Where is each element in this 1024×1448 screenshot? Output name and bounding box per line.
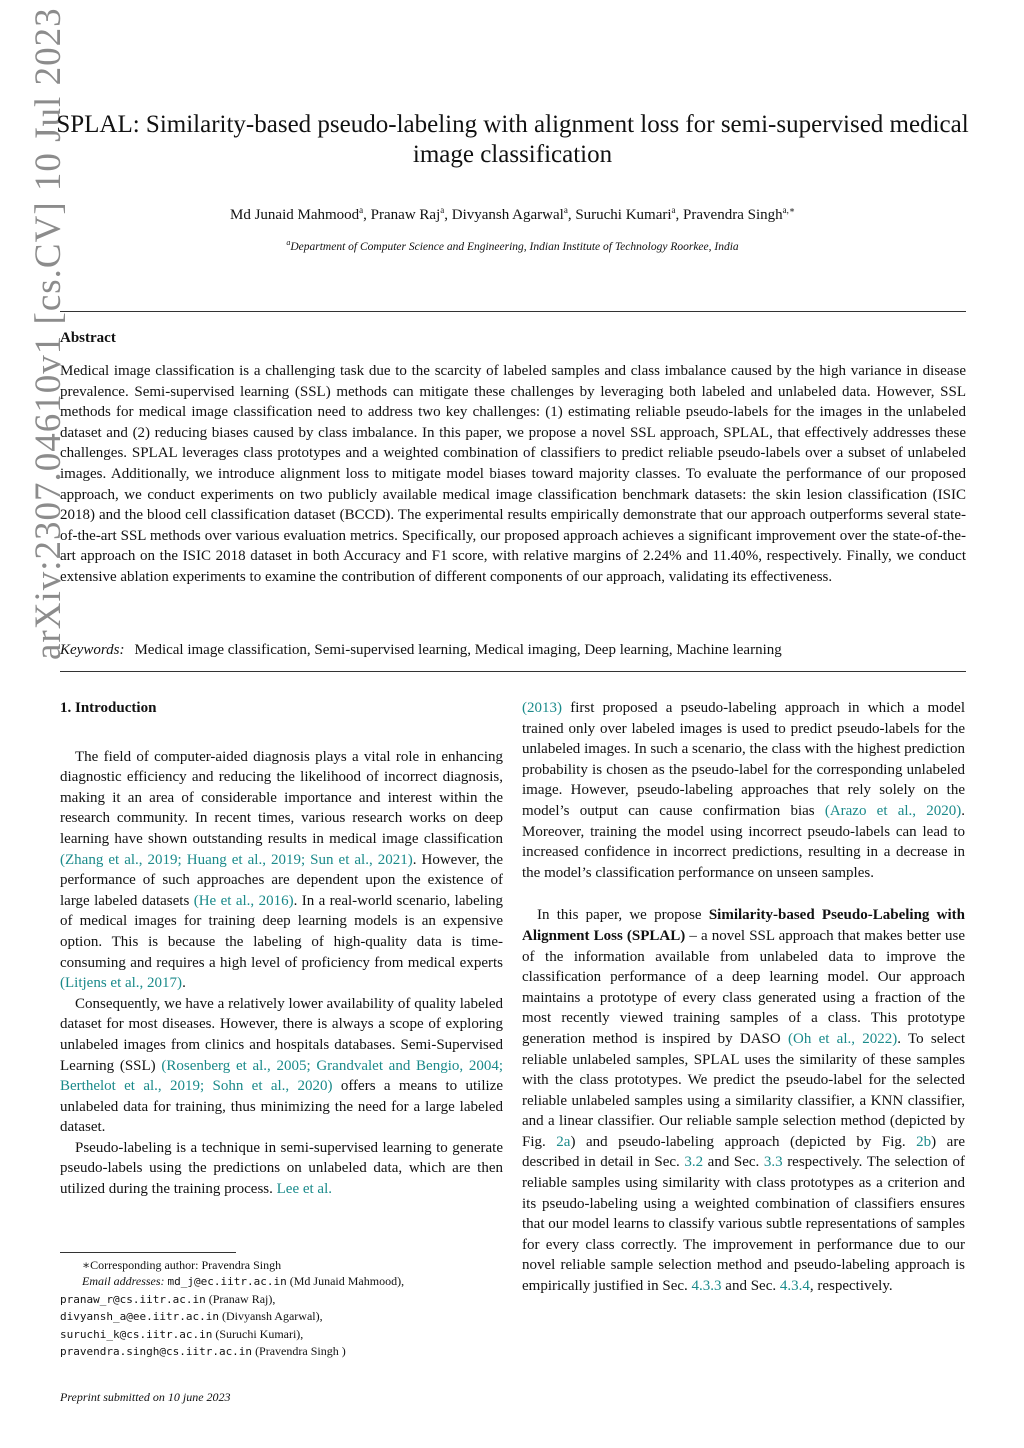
intro-paragraph-5: In this paper, we propose Similarity-based Pseudo-Labeling with Alignment Loss (SPLAL) – a novel SSL approach that makes better use of the information available from unlabeled data to improve the classification performance of a deep learning model. Our approach maintains a prototype of every class generated using a fraction of the most recently viewed training samples of a class. This prototype generation method is inspired by DASO (Oh et al., 2022). To select reliable unlabeled samples, SPLAL uses the similarity of these samples with the class prototypes. We predict the pseudo-label for the selected reliable unlabeled samples using a similarity classifier, a KNN classifier, and a linear classifier. Our reliable sample selection method (depicted by Fig. 2a) and pseudo-labeling approach (depicted by Fig. 2b) are described in detail in Sec. 3.2 and Sec. 3.3 respectively. The selection of reliable samples using similarity with class prototypes as a criterion and its pseudo-labeling using a weighted combination of classifiers ensures that our model learns to classify various subtle representations of samples for every class correctly. The improvement in performance due to our novel reliable sample selection method and pseudo-labeling approach is empirically justified in Sec. 4.3.3 and Sec. 4.3.4, respectively. — [522, 907, 966, 1295]
email-link[interactable]: pranaw_r@cs.iitr.ac.in — [60, 1292, 206, 1306]
email-link[interactable]: md_j@ec.iitr.ac.in — [167, 1275, 287, 1289]
figure-link[interactable]: 2a — [556, 1133, 571, 1150]
abstract-heading: Abstract — [60, 330, 116, 346]
right-column — [522, 698, 965, 1297]
email-link[interactable]: suruchi_k@cs.iitr.ac.in — [60, 1327, 213, 1341]
intro-paragraph-3: Pseudo-labeling is a technique in semi-supervised learning to generate pseudo-labels using the predictions on unlabeled data, which are then utilized during the training process. Lee et al. — [60, 1139, 503, 1198]
section-link[interactable]: 4.3.4 — [779, 1278, 810, 1295]
section-link[interactable]: 3.2 — [684, 1154, 704, 1171]
intro-paragraph-2: Consequently, we have a relatively lower availability of quality labeled dataset for most diseases. However, there is always a scope of exploring unlabeled images from clinics and hospitals databases. Semi-Supervised Learning (SSL) (Rosenberg et al., 2005; Grandvalet and Bengio, 2004; Berthelot et al., 2019; Sohn et al., 2020) offers a means to utilize unlabeled data for training, thus minimizing the need for a large labeled dataset. — [60, 995, 504, 1136]
corresponding-author-note: ∗Corresponding author: Pravendra Singh — [82, 1258, 282, 1272]
citation-link[interactable]: (2013) — [522, 700, 562, 716]
keywords-label: Keywords: — [60, 642, 125, 658]
left-column — [60, 698, 503, 1200]
author: Divyansh Agarwal$^a$ — [451, 205, 568, 223]
citation-link[interactable]: (Zhang et al., 2019; Huang et al., 2019; Sun et al., 2021) — [60, 851, 413, 868]
keywords-text: Medical image classification, Semi-supervised learning, Medical imaging, Deep learning, Machine learning — [134, 642, 782, 658]
email-link[interactable]: divyansh_a@ee.iitr.ac.in — [60, 1310, 219, 1324]
footnotes: ∗Corresponding author: Pravendra Singh Email addresses: md_j@ec.iitr.ac.in (Md Junaid Mahmood), pranaw_r@cs.iitr.ac.in (Pranaw Raj), divyansh_a@ee.iitr.ac.in (Divyansh Agarwal), suruchi_k@cs.iitr.ac.in (Suruchi Kumari), pravendra.singh@cs.iitr.ac.in (Pravendra Singh ) — [60, 1257, 503, 1360]
author-list: Md Junaid Mahmood$^a$, Pranaw Raj$^a$, Divyansh Agarwal$^a$, Suruchi Kumari$^a$, Pravendra Singh$^{a,∗}$ — [230, 205, 795, 223]
abstract-divider — [60, 671, 966, 672]
figure-link[interactable]: 2b — [916, 1133, 932, 1150]
abstract-text: Medical image classification is a challenging task due to the scarcity of labeled samples and class imbalance caused by the high variance in disease prevalence. Semi-supervised learning (SSL) methods can mitigate these challenges by leveraging both labeled and unlabeled data. However, SSL methods for medical image classification need to address two key challenges: (1) estimating reliable pseudo-labels for the images in the unlabeled dataset and (2) reducing biases caused by class imbalance. In this paper, we propose a novel SSL approach, SPLAL, that effectively addresses these challenges. SPLAL leverages class prototypes and a weighted combination of classifiers to predict reliable pseudo-labels over a subset of unlabeled images. Additionally, we introduce alignment loss to mitigate model biases toward majority classes. To evaluate the performance of our proposed approach, we conduct experiments on two publicly available medical image classification benchmark datasets: the skin lesion classification (ISIC 2018) and the blood cell classification dataset (BCCD). The experimental results empirically demonstrate that our approach outperforms several state-of-the-art SSL methods over various evaluation metrics. Specifically, our proposed approach achieves a significant improvement over the state-of-the-art approach on the ISIC 2018 dataset in both Accuracy and F1 score, with relative margins of 2.24% and 11.40%, respectively. Finally, we conduct extensive ablation experiments to examine the contribution of different components of our approach, validating its effectiveness. — [60, 363, 966, 585]
author: Pravendra Singh$^{a,∗}$ — [683, 205, 795, 223]
citation-link[interactable]: (Rosenberg et al., 2005; Grandvalet and Bengio, 2004; Berthelot et al., 2019; Sohn et al., 2020) — [60, 1057, 503, 1095]
section-link[interactable]: 4.3.3 — [691, 1278, 722, 1295]
preprint-notice: Preprint submitted on 10 june 2023 — [60, 1390, 231, 1404]
footnote-divider — [60, 1252, 236, 1253]
email-link[interactable]: pravendra.singh@cs.iitr.ac.in — [60, 1345, 253, 1359]
affiliation: $^a$Department of Computer Science and Engineering, Indian Institute of Technology Roorkee, India — [286, 238, 739, 253]
section-link[interactable]: 3.3 — [763, 1154, 783, 1171]
method-name-bold: Similarity-based Pseudo-Labeling with Alignment Loss (SPLAL) — [522, 907, 966, 944]
keywords — [60, 640, 966, 660]
citation-link[interactable]: (He et al., 2016) — [193, 892, 294, 909]
paper-title: SPLAL: Similarity-based pseudo-labeling with alignment loss for semi-supervised medical image classification — [56, 111, 969, 168]
citation-link[interactable]: (Litjens et al., 2017) — [60, 975, 183, 992]
email-label: Email addresses: — [82, 1274, 165, 1289]
section-heading-introduction: 1. Introduction — [60, 700, 157, 716]
intro-paragraph-1: The field of computer-aided diagnosis plays a vital role in enhancing diagnostic efficiency and reducing the likelihood of incorrect diagnosis, making it an area of considerable importance and interest within the research community. In recent times, various research works on deep learning have shown outstanding results in medical image classification (Zhang et al., 2019; Huang et al., 2019; Sun et al., 2021). However, the performance of such approaches are dependent upon the existence of large labeled datasets (He et al., 2016). In a real-world scenario, labeling of medical images for training deep learning models is an expensive option. This is because the labeling of high-quality data is time-consuming and requires a high level of proficiency from medical experts (Litjens et al., 2017). — [60, 748, 503, 992]
top-divider — [60, 311, 966, 312]
author: Md Junaid Mahmood$^a$ — [230, 205, 364, 223]
arxiv-identifier-stamp: arXiv:2307.04610v1 [cs.CV] 10 Jul 2023 — [28, 7, 69, 660]
citation-link[interactable]: Lee et al. — [276, 1181, 333, 1198]
citation-link[interactable]: (Oh et al., 2022) — [788, 1030, 898, 1047]
author: Pranaw Raj$^a$ — [370, 205, 445, 223]
intro-paragraph-4: (2013) first proposed a pseudo-labeling approach in which a model trained only over labeled images is used to predict pseudo-labels for the unlabeled images. In such a scenario, the class with the highest prediction probability is chosen as the pseudo-label for the corresponding unlabeled image. However, pseudo-labeling approaches that rely solely on the model’s output can cause confirmation bias (Arazo et al., 2020). Moreover, training the model using incorrect pseudo-labels can lead to increased confidence in incorrect predictions, resulting in a decrease in the model’s classification performance on unseen samples. — [522, 700, 965, 881]
author: Suruchi Kumari$^a$ — [575, 205, 676, 223]
citation-link[interactable]: (Arazo et al., 2020) — [824, 802, 962, 819]
